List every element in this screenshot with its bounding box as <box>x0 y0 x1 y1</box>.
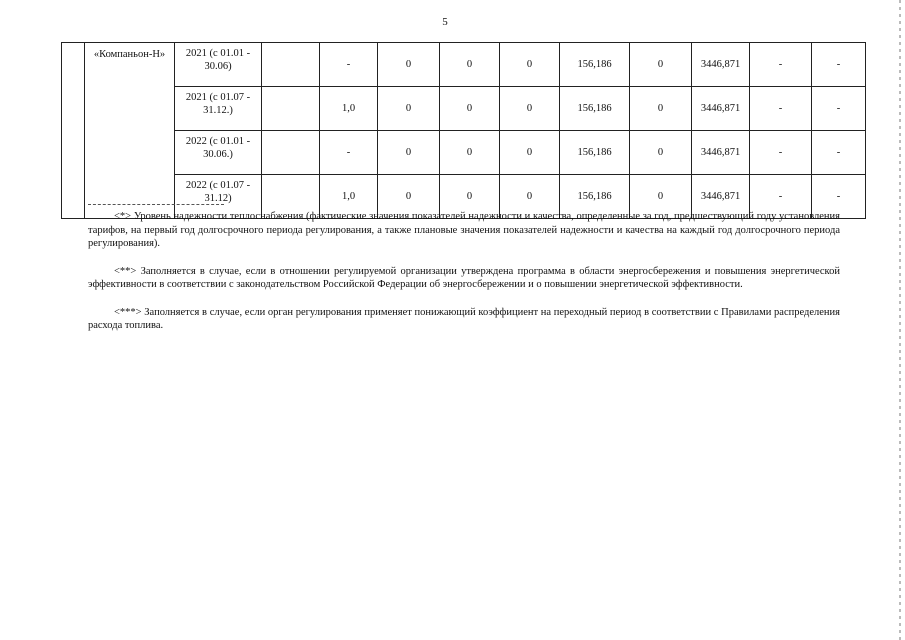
table-row <box>62 131 866 175</box>
period-cell: 2021 (с 01.01 - 30.06) <box>175 43 262 87</box>
value-cell: - <box>750 131 812 175</box>
value-cell <box>262 43 320 87</box>
index-cell <box>62 43 85 219</box>
footnote-2: <**> Заполняется в случае, если в отношении регулируемой организации утверждена программа в области энергосбережения и повышения энергетической эффективности в соответствии с законодательством Российской Федерации об энергосбережении и о повышении энергетической эффективности. <box>88 265 840 290</box>
value-cell: 156,186 <box>560 87 630 131</box>
value-cell: 0 <box>630 87 692 131</box>
table-row <box>62 87 866 131</box>
period-cell: 2021 (с 01.07 - 31.12.) <box>175 87 262 131</box>
value-cell: 0 <box>440 87 500 131</box>
value-cell: 0 <box>500 131 560 175</box>
scan-edge-mark <box>899 0 901 640</box>
value-cell: 0 <box>440 131 500 175</box>
value-cell: 0 <box>630 175 692 219</box>
value-cell <box>262 87 320 131</box>
value-cell <box>262 131 320 175</box>
organization-cell: «Компаньон-Н» <box>85 43 175 219</box>
value-cell: 0 <box>440 175 500 219</box>
value-cell: 0 <box>440 43 500 87</box>
value-cell: 1,0 <box>320 175 378 219</box>
value-cell: - <box>320 131 378 175</box>
value-cell: 0 <box>378 43 440 87</box>
value-cell: - <box>812 175 866 219</box>
value-cell: 156,186 <box>560 131 630 175</box>
value-cell: 3446,871 <box>692 175 750 219</box>
tariff-table <box>61 42 866 219</box>
value-cell: 0 <box>630 43 692 87</box>
table-row <box>62 43 866 87</box>
value-cell: 0 <box>378 131 440 175</box>
value-cell: - <box>750 43 812 87</box>
value-cell: 0 <box>378 87 440 131</box>
value-cell: 0 <box>500 43 560 87</box>
value-cell: - <box>812 131 866 175</box>
footnotes <box>88 210 840 347</box>
value-cell: 0 <box>500 87 560 131</box>
period-cell: 2022 (с 01.01 - 30.06.) <box>175 131 262 175</box>
value-cell: 0 <box>378 175 440 219</box>
value-cell: 0 <box>500 175 560 219</box>
value-cell: - <box>750 87 812 131</box>
value-cell: 3446,871 <box>692 131 750 175</box>
value-cell: 156,186 <box>560 43 630 87</box>
value-cell: 1,0 <box>320 87 378 131</box>
period-cell: 2022 (с 01.07 - 31.12) <box>175 175 262 219</box>
value-cell: 156,186 <box>560 175 630 219</box>
value-cell: 3446,871 <box>692 43 750 87</box>
value-cell: - <box>812 87 866 131</box>
value-cell: 3446,871 <box>692 87 750 131</box>
value-cell: - <box>750 175 812 219</box>
page-number: 5 <box>442 16 448 28</box>
footnote-separator <box>88 204 224 205</box>
value-cell: - <box>812 43 866 87</box>
footnote-3: <***> Заполняется в случае, если орган регулирования применяет понижающий коэффициент на переходный период в соответствии с Правилами распределения расхода топлива. <box>88 306 840 331</box>
footnote-1: <*> Уровень надежности теплоснабжения (фактические значения показателей надежности и качества, определенные за год, предшествующий году установления тарифов, на первый год долгосрочного периода регулирования, а также плановые значения показателей надежности и качества на каждый год долгосрочного периода регулирования). <box>88 211 840 249</box>
value-cell: 0 <box>630 131 692 175</box>
value-cell: - <box>320 43 378 87</box>
